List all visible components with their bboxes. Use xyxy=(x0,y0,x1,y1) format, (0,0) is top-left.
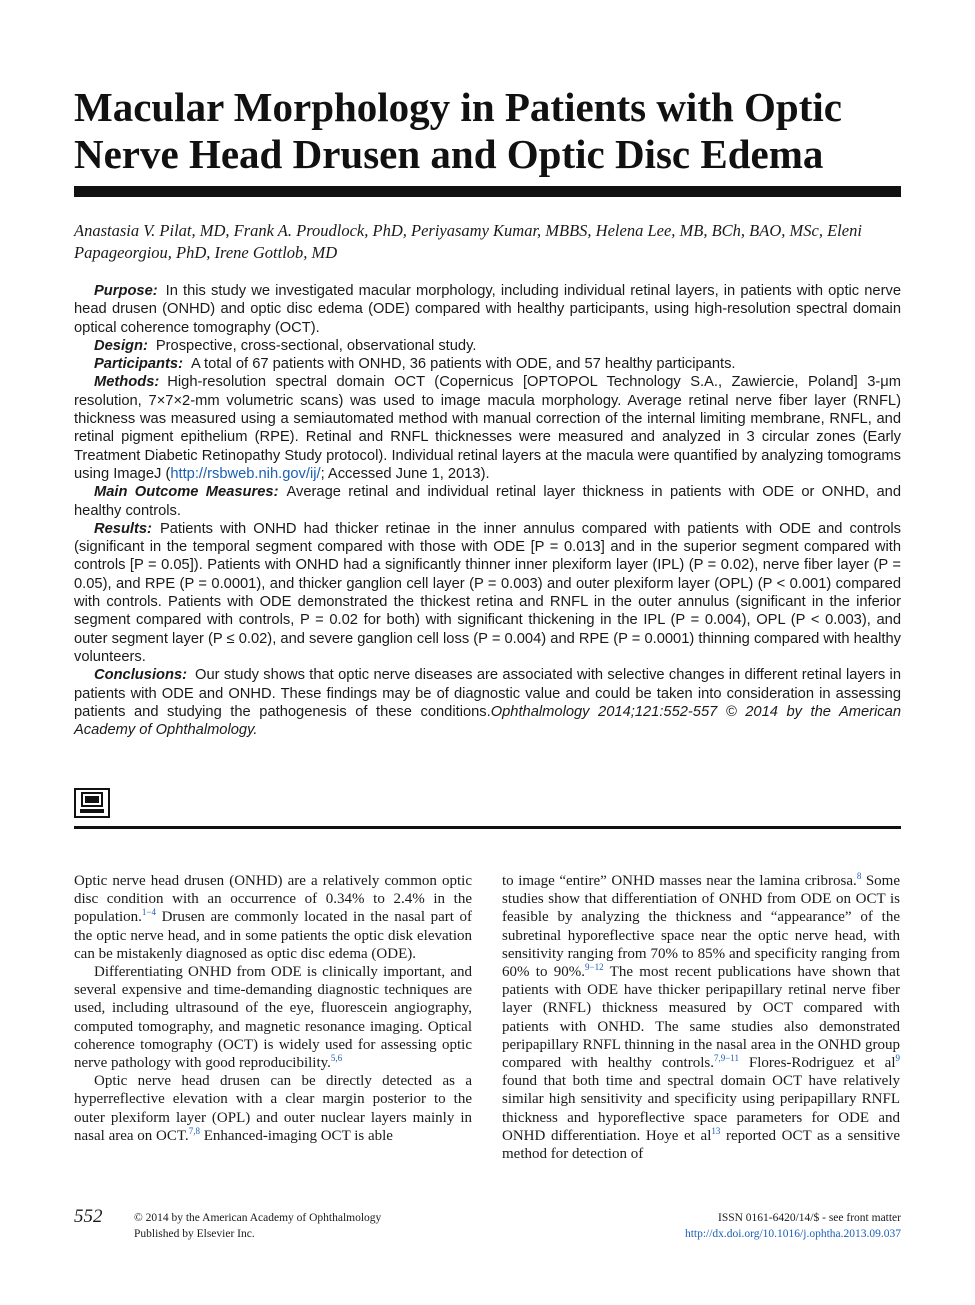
reference-link[interactable]: 1−4 xyxy=(141,907,156,918)
body-paragraph xyxy=(502,872,900,1163)
design-text: Prospective, cross-sectional, observational study. xyxy=(155,337,477,354)
results-text: Patients with ONHD had thicker retinae in the inner annulus compared with patients with ODE and controls (significant in the temporal segment compared with those with ODE [P = 0.013] and in the superior segment compared with controls [P = 0.05]). Patients with ONHD had a significantly thinner inner plexiform layer (IPL) (P = 0.02), nerve fiber layer (P = 0.05), and RPE (P = 0.0001), and thicker ganglion cell layer (P = 0.003) and outer plexiform layer (OPL) (P < 0.001) compared with controls. Patients with ODE demonstrated the thickest retina and RNFL in the outer annulus (significant in the inferior segment compared with controls, P = 0.02 for both) with significant thickening in the IPL (P = 0.004), OPL (P < 0.003), and outer segment layer (P ≤ 0.02), and severe ganglion cell loss (P = 0.004) and RPE (P = 0.0001) thinning compared with healthy volunteers. xyxy=(74,520,901,665)
results-label: Results: xyxy=(94,520,152,537)
body-text: Enhanced-imaging OCT is able xyxy=(199,1127,393,1144)
body-text: Flores-Rodriguez et al xyxy=(738,1055,896,1072)
page-number: 552 xyxy=(74,1206,103,1227)
reference-link[interactable]: 13 xyxy=(711,1125,721,1136)
abstract-rule xyxy=(74,826,901,829)
body-text: Drusen are commonly located in the nasal part of the optic nerve head, and in some patients the optic disk elevation can be mistakenly diagnosed as optic disc edema (ODE). xyxy=(74,909,472,962)
abstract-purpose xyxy=(74,282,901,337)
copyright-text: © 2014 by the American Academy of Ophthalmology xyxy=(134,1212,382,1224)
body-paragraph xyxy=(74,963,472,1072)
article-title: Macular Morphology in Patients with Optic Nerve Head Drusen and Optic Disc Edema xyxy=(74,84,842,177)
methods-label: Methods: xyxy=(94,374,160,391)
reference-link[interactable]: 5,6 xyxy=(330,1053,343,1064)
title-rule xyxy=(74,186,901,197)
purpose-text: In this study we investigated macular morphology, including individual retinal layers, in patients with optic nerve head drusen (ONHD) and optic disc edema (ODE) compared with healthy participants, using high-resolution spectral domain optical coherence tomography (OCT). xyxy=(74,283,901,336)
methods-text: High-resolution spectral domain OCT (Copernicus [OPTOPOL Technology S.A., Zawiercie, Poland] 3-μm resolution, 7×7×2-mm volumetric scans) was used to image macula morphology. Average retinal nerve fiber layer (RNFL) thickness was measured using a semiautomated method with manual correction of the internal limiting membrane, RNFL, and retinal pigment epithelium (RPE). Retinal and RNFL thicknesses were measured and analyzed in 3 circular zones (Early Treatment Diabetic Retinopathy Study protocol). Individual retinal layers at the macula were quantified by analyzing tomograms using ImageJ ( xyxy=(74,374,901,482)
author-list: Anastasia V. Pilat, MD, Frank A. Proudlock, PhD, Periyasamy Kumar, MBBS, Helena Lee, MB, BCh, BAO, MSc, Eleni Papageorgiou, PhD, Irene Gottlob, MD xyxy=(74,221,862,262)
abstract-results xyxy=(74,520,901,666)
participants-text: A total of 67 patients with ONHD, 36 patients with ODE, and 57 healthy participants. xyxy=(190,356,736,373)
abstract xyxy=(74,282,901,739)
reference-link[interactable]: 9−12 xyxy=(585,962,604,973)
publisher-text: Published by Elsevier Inc. xyxy=(134,1228,255,1240)
body-text: reported OCT as a sensitive method for detection of xyxy=(502,1127,900,1163)
body-text: The most recent publications have shown that patients with ODE have thicker peripapillary retinal nerve fiber layer (RNFL) thickness measured by OCT compared with patients with ONHD. The same studies also demonstrated peripapillary RNFL thinning in the nasal area in the ONHD group compared with healthy controls. xyxy=(502,964,900,1072)
body-text: Differentiating ONHD from ODE is clinically important, and several expensive and time-demanding diagnostic techniques are used, including ultrasound of the eye, fluorescein angiography, computed tomography, and magnetic resonance imaging. Optical coherence tomography (OCT) is widely used for assessing optic nerve pathology with good reproducibility. xyxy=(74,964,472,1072)
conclusions-label: Conclusions: xyxy=(94,667,188,684)
abstract-outcome xyxy=(74,483,901,520)
outcome-label: Main Outcome Measures: xyxy=(94,484,279,501)
participants-label: Participants: xyxy=(94,356,183,373)
body-text: to image “entire” ONHD masses near the lamina cribrosa. xyxy=(502,873,857,889)
outcome-text: Average retinal and individual retinal layer thickness in patients with ODE or ONHD, and healthy controls. xyxy=(74,484,901,519)
abstract-participants xyxy=(74,355,901,373)
abstract-conclusions xyxy=(74,666,901,739)
reference-link[interactable]: 8 xyxy=(856,871,862,881)
reference-link[interactable]: 7,9−11 xyxy=(713,1053,739,1064)
purpose-label: Purpose: xyxy=(94,283,158,299)
page-footer xyxy=(74,1206,901,1246)
abstract-design xyxy=(74,337,901,355)
body-paragraph xyxy=(74,872,472,963)
body-paragraph xyxy=(74,1072,472,1145)
methods-text-end: ; Accessed June 1, 2013). xyxy=(320,465,490,482)
issn-block xyxy=(685,1210,901,1242)
reference-link[interactable]: 7,8 xyxy=(188,1125,200,1136)
design-label: Design: xyxy=(94,337,148,354)
doi-link[interactable]: http://dx.doi.org/10.1016/j.ophtha.2013.09.037 xyxy=(684,1228,901,1240)
conclusions-text: Our study shows that optic nerve diseases are associated with selective changes in different retinal layers in patients with ODE and ONHD. These findings may be of diagnostic value and could be taken into consideration in assessing patients and studying the pathogenesis of these conditions. xyxy=(74,667,901,720)
body-column-left xyxy=(74,872,472,1145)
body-text: Optic nerve head drusen (ONHD) are a relatively common optic disc condition with an occurrence of 0.34% to 2.4% in the population. xyxy=(74,873,472,926)
body-text: found that both time and spectral domain OCT have relatively similar high sensitivity and specificity using peripapillary RNFL thickness and hyporeflective space parameters for ODE and ONHD differentiation. Hoye et al xyxy=(502,1073,900,1144)
issn-text: ISSN 0161-6420/14/$ - see front matter xyxy=(717,1212,901,1224)
reference-link[interactable]: 9 xyxy=(895,1053,900,1064)
abstract-methods xyxy=(74,373,901,483)
body-column-right xyxy=(502,872,900,1163)
copyright-block xyxy=(134,1210,381,1242)
journal-citation: Ophthalmology 2014;121:552-557 © 2014 by the American Academy of Ophthalmology. xyxy=(74,703,901,739)
computer-icon[interactable] xyxy=(74,788,110,818)
body-text: Some studies show that differentiation of ONHD from ODE on OCT is feasible by analyzing the thickness and “appearance” of the subretinal hyporeflective space near the optic nerve head, with sensitivity ranging from 70% to 85% and specificity ranging from 60% to 90%. xyxy=(502,873,901,981)
imagej-link[interactable]: http://rsbweb.nih.gov/ij/ xyxy=(170,465,321,482)
body-text: Optic nerve head drusen can be directly detected as a hyperreflective elevation with a clear margin posterior to the outer plexiform layer (OPL) and outer nuclear layers mainly in nasal area on OCT. xyxy=(74,1073,472,1144)
